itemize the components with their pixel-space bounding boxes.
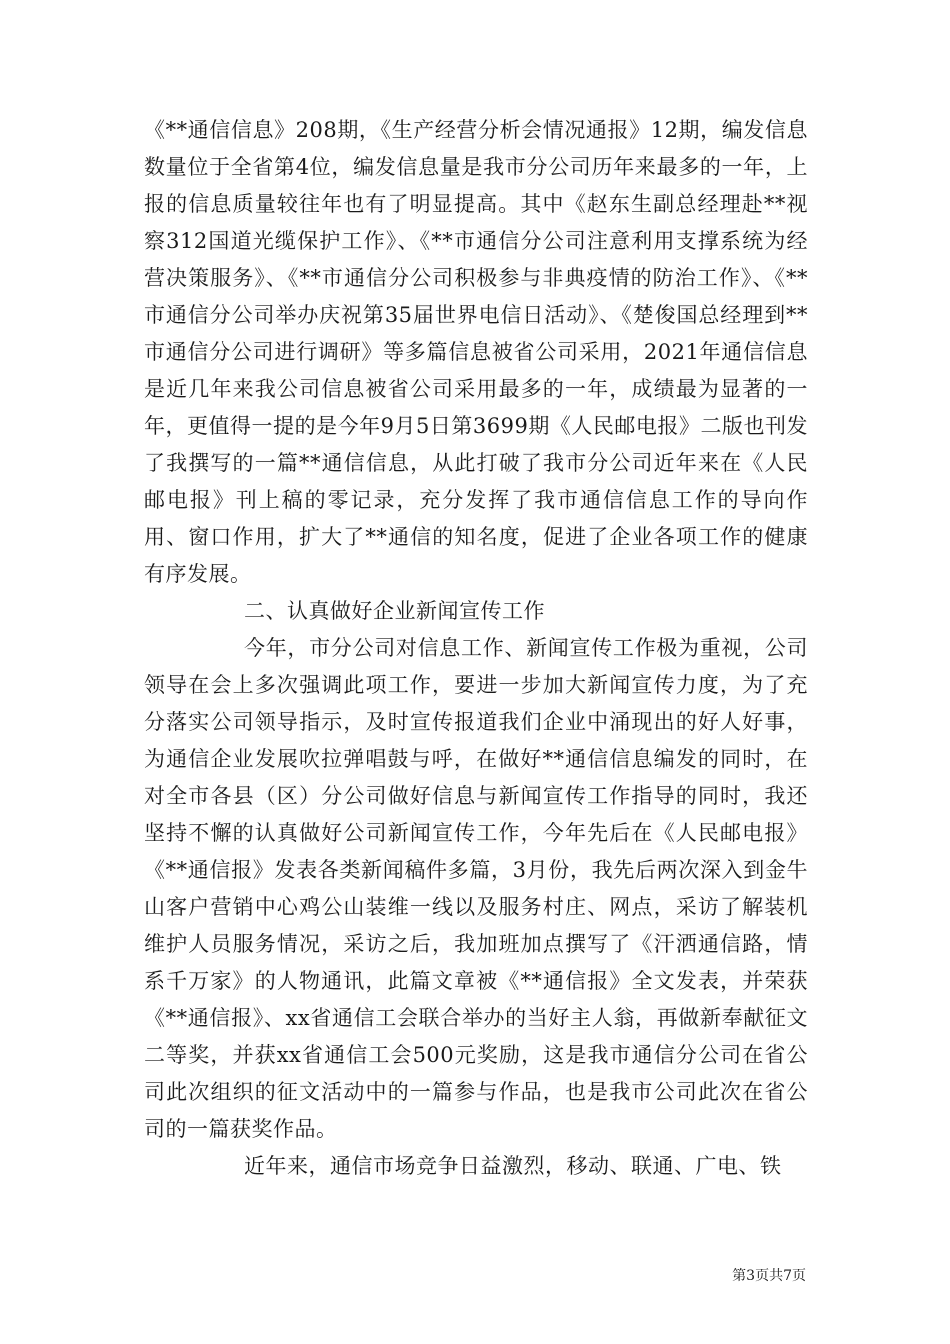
section-heading: 二、认真做好企业新闻宣传工作 (244, 599, 545, 623)
body-paragraph-1: 《**通信信息》208期，《生产经营分析会情况通报》12期，编发信息数量位于全省第4位，编发信息量是我市分公司历年来最多的一年，上报的信息质量较往年也有了明显提高。其中《赵东生副总经理赴**视察312国道光缆保护工作》、《**市通信分公司注意利用支撑系统为经营决策服务》、《**市通信分公司积极参与非典疫情的防治工作》、《**市通信分公司举办庆祝第35届世界电信日活动》、《楚俊国总经理到**市通信分公司进行调研》等多篇信息被省公司采用，2021年通信信息是近几年来我公司信息被省公司采用最多的一年，成绩最为显著的一年，更值得一提的是今年9月5日第3699期《人民邮电报》二版也刊发了我撰写的一篇**通信信息，从此打破了我市分公司近年来在《人民邮电报》刊上稿的零记录，充分发挥了我市通信信息工作的导向作用、窗口作用，扩大了**通信的知名度，促进了企业各项工作的健康有序发展。 (144, 118, 808, 586)
document-body (144, 112, 808, 1185)
body-paragraph-3: 近年来，通信市场竞争日益激烈，移动、联通、广电、铁 (244, 1154, 782, 1178)
body-paragraph-2: 今年，市分公司对信息工作、新闻宣传工作极为重视，公司领导在会上多次强调此项工作，要进一步加大新闻宣传力度，为了充分落实公司领导指示，及时宣传报道我们企业中涌现出的好人好事，为通信企业发展吹拉弹唱鼓与呼，在做好**通信信息编发的同时，在对全市各县（区）分公司做好信息与新闻宣传工作指导的同时，我还坚持不懈的认真做好公司新闻宣传工作，今年先后在《人民邮电报》《**通信报》发表各类新闻稿件多篇，3月份，我先后两次深入到金牛山客户营销中心鸡公山装维一线以及服务村庄、网点，采访了解装机维护人员服务情况，采访之后，我加班加点撰写了《汗洒通信路，情系千万家》的人物通讯，此篇文章被《**通信报》全文发表，并荣获《**通信报》、xx省通信工会联合举办的当好主人翁，再做新奉献征文二等奖，并获xx省通信工会500元奖励，这是我市通信分公司在省公司此次组织的征文活动中的一篇参与作品，也是我市公司此次在省公司的一篇获奖作品。 (144, 636, 808, 1141)
page-number-footer: 第3页共7页 (732, 1268, 806, 1284)
